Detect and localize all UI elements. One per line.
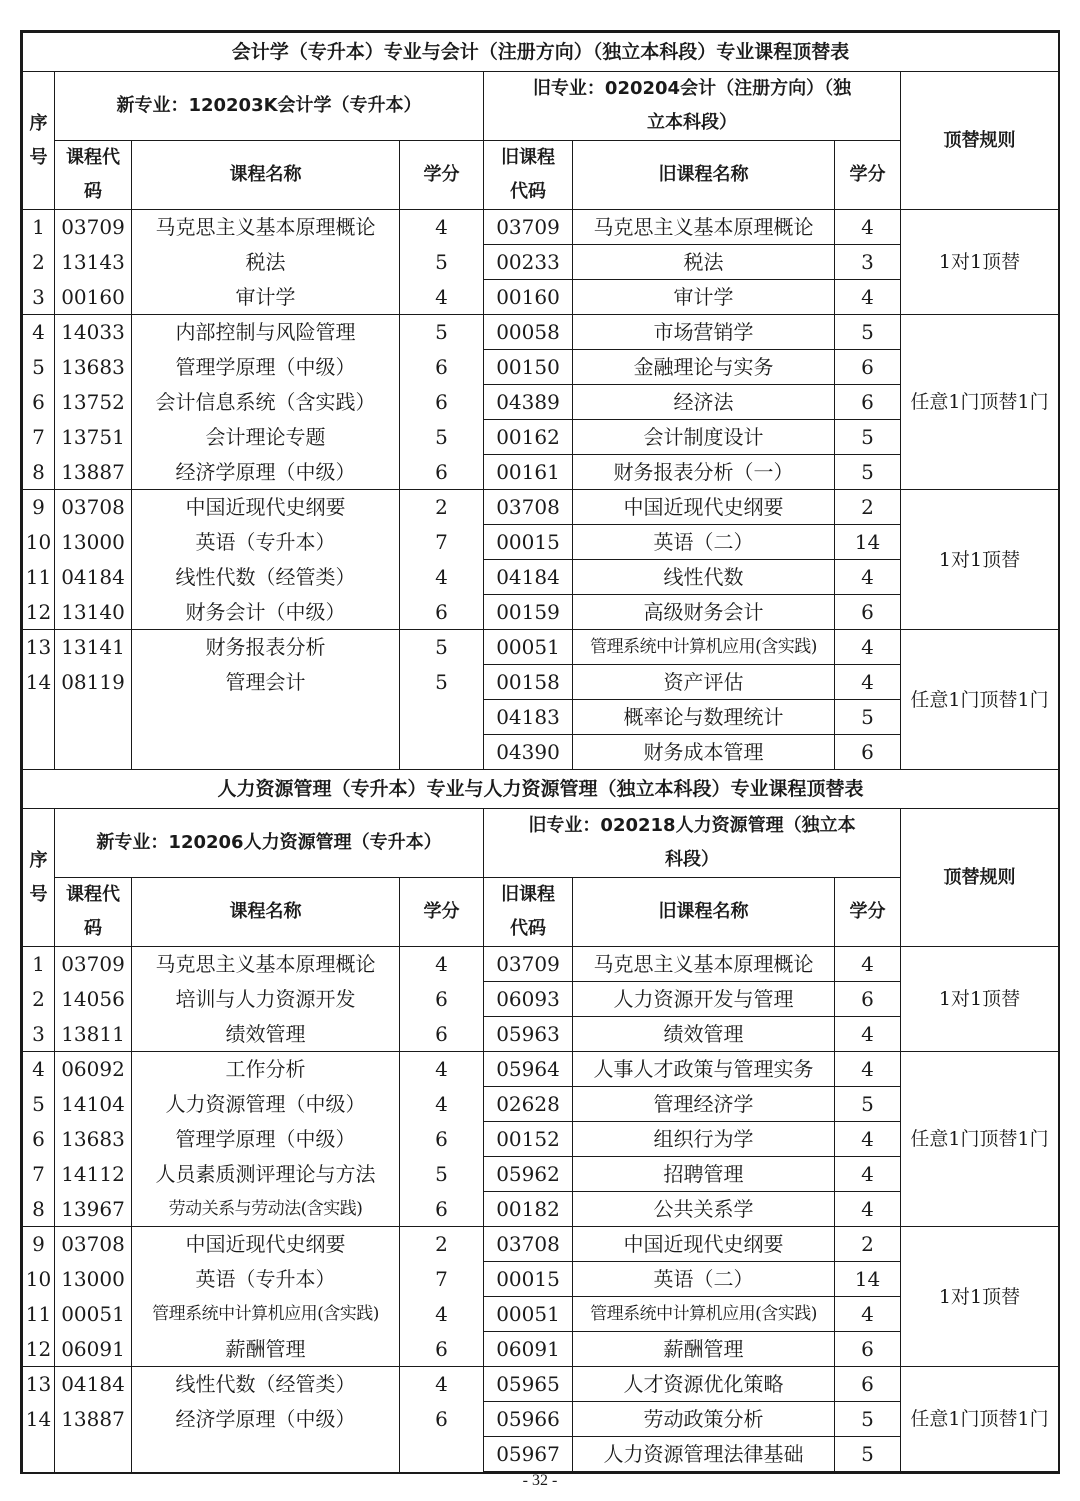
old-credit-cell: 4	[835, 665, 901, 700]
page-number: - 32 -	[522, 1472, 558, 1489]
old-course-code-cell: 03708	[484, 1227, 573, 1262]
credit-cell: 6	[400, 595, 484, 630]
credit-cell: 5	[400, 245, 484, 280]
old-credit-cell: 4	[835, 1052, 901, 1087]
old-credit-cell: 4	[835, 1122, 901, 1157]
old-course-name-cell: 线性代数	[573, 560, 835, 595]
course-code-cell: 06091	[55, 1332, 132, 1367]
old-credit-cell: 5	[835, 700, 901, 735]
course-name-cell: 中国近现代史纲要	[132, 490, 400, 525]
old-course-code-cell: 04184	[484, 560, 573, 595]
course-name-cell: 审计学	[132, 280, 400, 315]
major-header-row	[23, 72, 1059, 141]
old-credit-cell: 5	[835, 1087, 901, 1122]
old-course-name-cell: 审计学	[573, 280, 835, 315]
course-code-cell: 14033	[55, 315, 132, 350]
course-name-cell: 内部控制与风险管理	[132, 315, 400, 350]
old-course-name-cell: 招聘管理	[573, 1157, 835, 1192]
course-code-cell: 13683	[55, 1122, 132, 1157]
table-row	[23, 630, 1059, 665]
course-name-cell: 马克思主义基本原理概论	[132, 947, 400, 982]
old-course-name-cell: 中国近现代史纲要	[573, 1227, 835, 1262]
table-row	[23, 1227, 1059, 1262]
seq-cell: 14	[23, 1402, 55, 1472]
seq-cell: 7	[23, 420, 55, 455]
table-title-row	[23, 33, 1059, 72]
old-course-code-cell: 06091	[484, 1332, 573, 1367]
seq-cell: 11	[23, 560, 55, 595]
credit-cell: 4	[400, 1367, 484, 1402]
course-code-cell: 14104	[55, 1087, 132, 1122]
substitution-rule-cell: 任意1门顶替1门	[901, 1367, 1059, 1472]
old-course-code-cell: 04389	[484, 385, 573, 420]
old-course-code-cell: 00160	[484, 280, 573, 315]
table-row	[23, 210, 1059, 245]
credit-cell: 6	[400, 1402, 484, 1472]
old-course-name-cell: 资产评估	[573, 665, 835, 700]
credit-cell: 4	[400, 1297, 484, 1332]
old-course-code-cell: 00058	[484, 315, 573, 350]
course-code-cell: 03708	[55, 490, 132, 525]
old-course-code-cell: 05965	[484, 1367, 573, 1402]
old-credit-cell: 6	[835, 1332, 901, 1367]
credit-cell: 6	[400, 1122, 484, 1157]
course-code-cell: 03708	[55, 1227, 132, 1262]
course-code-cell: 03709	[55, 947, 132, 982]
old-credit-cell: 14	[835, 1262, 901, 1297]
course-code-cell: 03709	[55, 210, 132, 245]
seq-cell: 13	[23, 1367, 55, 1402]
old-course-name-cell: 绩效管理	[573, 1017, 835, 1052]
old-credit-cell: 4	[835, 1192, 901, 1227]
old-credit-header: 学分	[835, 141, 901, 210]
course-name-cell: 人力资源管理（中级）	[132, 1087, 400, 1122]
old-credit-cell: 4	[835, 1157, 901, 1192]
old-major-header: 旧专业：020204会计（注册方向）（独立本科段）	[484, 72, 901, 141]
credit-cell: 6	[400, 455, 484, 490]
seq-cell: 9	[23, 490, 55, 525]
credit-cell: 5	[400, 1157, 484, 1192]
seq-cell: 2	[23, 982, 55, 1017]
old-credit-cell: 4	[835, 1017, 901, 1052]
credit-cell: 4	[400, 560, 484, 595]
old-course-code-cell: 00051	[484, 630, 573, 665]
old-course-name-cell: 经济法	[573, 385, 835, 420]
course-code-header: 课程代码	[55, 141, 132, 210]
course-code-cell: 04184	[55, 560, 132, 595]
old-credit-cell: 6	[835, 595, 901, 630]
seq-cell: 5	[23, 350, 55, 385]
old-course-name-cell: 薪酬管理	[573, 1332, 835, 1367]
old-course-code-cell: 00015	[484, 525, 573, 560]
old-credit-cell: 6	[835, 385, 901, 420]
course-name-cell: 经济学原理（中级）	[132, 1402, 400, 1472]
seq-cell: 6	[23, 385, 55, 420]
course-code-cell: 13683	[55, 350, 132, 385]
course-code-cell: 13751	[55, 420, 132, 455]
new-major-header: 新专业：120203K会计学（专升本）	[55, 72, 484, 141]
old-course-code-cell: 03708	[484, 490, 573, 525]
seq-cell: 3	[23, 1017, 55, 1052]
old-credit-cell: 5	[835, 315, 901, 350]
course-name-cell: 财务报表分析	[132, 630, 400, 665]
course-name-header: 课程名称	[132, 141, 400, 210]
old-course-name-cell: 英语（二）	[573, 1262, 835, 1297]
old-course-code-cell: 02628	[484, 1087, 573, 1122]
course-code-cell: 13141	[55, 630, 132, 665]
course-code-cell: 13967	[55, 1192, 132, 1227]
seq-cell: 5	[23, 1087, 55, 1122]
old-credit-cell: 2	[835, 1227, 901, 1262]
seq-cell: 8	[23, 1192, 55, 1227]
old-course-name-cell: 中国近现代史纲要	[573, 490, 835, 525]
course-name-cell: 绩效管理	[132, 1017, 400, 1052]
course-code-cell: 13000	[55, 1262, 132, 1297]
old-course-code-cell: 00161	[484, 455, 573, 490]
course-name-cell: 英语（专升本）	[132, 1262, 400, 1297]
credit-cell: 4	[400, 947, 484, 982]
course-name-cell: 会计信息系统（含实践）	[132, 385, 400, 420]
substitution-rule-cell: 1对1顶替	[901, 1227, 1059, 1367]
seq-cell: 13	[23, 630, 55, 665]
course-name-header: 课程名称	[132, 878, 400, 947]
old-course-code-cell: 05966	[484, 1402, 573, 1437]
table-row	[23, 315, 1059, 350]
credit-cell: 2	[400, 490, 484, 525]
old-course-name-cell: 人力资源管理法律基础	[573, 1437, 835, 1472]
old-course-name-cell: 高级财务会计	[573, 595, 835, 630]
old-credit-cell: 14	[835, 525, 901, 560]
course-code-cell: 14112	[55, 1157, 132, 1192]
course-code-cell: 08119	[55, 665, 132, 770]
seq-cell: 4	[23, 315, 55, 350]
old-course-code-cell: 03709	[484, 947, 573, 982]
old-credit-cell: 3	[835, 245, 901, 280]
substitution-rule-cell: 任意1门顶替1门	[901, 630, 1059, 770]
old-credit-cell: 6	[835, 350, 901, 385]
table-row	[23, 1367, 1059, 1402]
old-course-code-header: 旧课程代码	[484, 141, 573, 210]
credit-cell: 6	[400, 1192, 484, 1227]
credit-cell: 2	[400, 1227, 484, 1262]
old-course-code-cell: 00182	[484, 1192, 573, 1227]
credit-cell: 6	[400, 1017, 484, 1052]
old-course-name-cell: 英语（二）	[573, 525, 835, 560]
old-course-code-cell: 05963	[484, 1017, 573, 1052]
course-code-cell: 14056	[55, 982, 132, 1017]
credit-cell: 6	[400, 982, 484, 1017]
course-code-cell: 06092	[55, 1052, 132, 1087]
old-course-name-header: 旧课程名称	[573, 878, 835, 947]
old-course-code-cell: 03709	[484, 210, 573, 245]
seq-cell: 4	[23, 1052, 55, 1087]
old-course-name-cell: 组织行为学	[573, 1122, 835, 1157]
old-course-code-cell: 00158	[484, 665, 573, 700]
credit-cell: 4	[400, 210, 484, 245]
course-name-cell: 劳动关系与劳动法(含实践)	[132, 1192, 400, 1227]
seq-cell: 2	[23, 245, 55, 280]
table-row	[23, 947, 1059, 982]
seq-cell: 8	[23, 455, 55, 490]
old-course-name-cell: 公共关系学	[573, 1192, 835, 1227]
old-credit-cell: 4	[835, 560, 901, 595]
old-course-name-cell: 会计制度设计	[573, 420, 835, 455]
old-credit-cell: 4	[835, 947, 901, 982]
course-code-cell: 13752	[55, 385, 132, 420]
credit-cell: 7	[400, 525, 484, 560]
course-name-cell: 马克思主义基本原理概论	[132, 210, 400, 245]
credit-cell: 4	[400, 280, 484, 315]
course-name-cell: 培训与人力资源开发	[132, 982, 400, 1017]
old-course-name-cell: 管理系统中计算机应用(含实践)	[573, 630, 835, 665]
course-code-cell: 04184	[55, 1367, 132, 1402]
seq-cell: 1	[23, 210, 55, 245]
course-name-cell: 工作分析	[132, 1052, 400, 1087]
seq-cell: 10	[23, 525, 55, 560]
substitution-sheet	[22, 32, 1059, 1472]
old-course-code-cell: 05962	[484, 1157, 573, 1192]
old-credit-cell: 4	[835, 630, 901, 665]
course-name-cell: 税法	[132, 245, 400, 280]
old-course-name-cell: 财务成本管理	[573, 735, 835, 770]
old-course-code-cell: 06093	[484, 982, 573, 1017]
course-name-cell: 管理学原理（中级）	[132, 1122, 400, 1157]
old-course-name-cell: 市场营销学	[573, 315, 835, 350]
credit-cell: 5	[400, 665, 484, 770]
course-code-cell: 13887	[55, 455, 132, 490]
seq-cell: 10	[23, 1262, 55, 1297]
course-code-cell: 13000	[55, 525, 132, 560]
table-title-row	[23, 770, 1059, 809]
old-course-name-header: 旧课程名称	[573, 141, 835, 210]
rule-header: 顶替规则	[901, 72, 1059, 210]
course-code-cell: 13140	[55, 595, 132, 630]
old-course-code-cell: 05964	[484, 1052, 573, 1087]
old-credit-cell: 5	[835, 420, 901, 455]
substitution-rule-cell: 任意1门顶替1门	[901, 315, 1059, 490]
credit-header: 学分	[400, 878, 484, 947]
course-name-cell: 人员素质测评理论与方法	[132, 1157, 400, 1192]
course-name-cell: 薪酬管理	[132, 1332, 400, 1367]
new-major-header: 新专业：120206人力资源管理（专升本）	[55, 809, 484, 878]
credit-cell: 6	[400, 385, 484, 420]
seq-header: 序号	[23, 809, 55, 947]
old-credit-cell: 5	[835, 455, 901, 490]
credit-cell: 4	[400, 1087, 484, 1122]
old-credit-cell: 6	[835, 1367, 901, 1402]
old-credit-cell: 6	[835, 982, 901, 1017]
old-course-code-cell: 04390	[484, 735, 573, 770]
seq-cell: 14	[23, 665, 55, 770]
substitution-rule-cell: 任意1门顶替1门	[901, 1052, 1059, 1227]
seq-cell: 3	[23, 280, 55, 315]
old-course-name-cell: 金融理论与实务	[573, 350, 835, 385]
credit-cell: 5	[400, 420, 484, 455]
old-course-code-cell: 00152	[484, 1122, 573, 1157]
credit-cell: 6	[400, 350, 484, 385]
seq-cell: 11	[23, 1297, 55, 1332]
course-code-cell: 13811	[55, 1017, 132, 1052]
credit-cell: 4	[400, 1052, 484, 1087]
old-course-name-cell: 劳动政策分析	[573, 1402, 835, 1437]
seq-cell: 9	[23, 1227, 55, 1262]
old-course-code-cell: 00159	[484, 595, 573, 630]
credit-cell: 7	[400, 1262, 484, 1297]
old-credit-cell: 4	[835, 280, 901, 315]
course-name-cell: 管理学原理（中级）	[132, 350, 400, 385]
old-credit-cell: 2	[835, 490, 901, 525]
credit-cell: 6	[400, 1332, 484, 1367]
course-name-cell: 管理系统中计算机应用(含实践)	[132, 1297, 400, 1332]
table-row	[23, 1052, 1059, 1087]
substitution-rule-cell: 1对1顶替	[901, 490, 1059, 630]
old-course-code-cell: 00150	[484, 350, 573, 385]
table-row	[23, 490, 1059, 525]
course-name-cell: 线性代数（经管类）	[132, 1367, 400, 1402]
old-credit-cell: 4	[835, 1297, 901, 1332]
old-credit-cell: 5	[835, 1437, 901, 1472]
old-credit-cell: 5	[835, 1402, 901, 1437]
old-course-name-cell: 人力资源开发与管理	[573, 982, 835, 1017]
course-name-cell: 英语（专升本）	[132, 525, 400, 560]
old-credit-header: 学分	[835, 878, 901, 947]
old-course-name-cell: 概率论与数理统计	[573, 700, 835, 735]
old-course-name-cell: 人才资源优化策略	[573, 1367, 835, 1402]
seq-cell: 1	[23, 947, 55, 982]
course-code-header: 课程代码	[55, 878, 132, 947]
old-course-name-cell: 管理经济学	[573, 1087, 835, 1122]
rule-header: 顶替规则	[901, 809, 1059, 947]
old-course-name-cell: 马克思主义基本原理概论	[573, 210, 835, 245]
old-course-name-cell: 财务报表分析（一）	[573, 455, 835, 490]
old-course-name-cell: 管理系统中计算机应用(含实践)	[573, 1297, 835, 1332]
major-header-row	[23, 809, 1059, 878]
old-course-code-cell: 00162	[484, 420, 573, 455]
seq-cell: 12	[23, 595, 55, 630]
old-course-code-cell: 04183	[484, 700, 573, 735]
credit-header: 学分	[400, 141, 484, 210]
old-course-code-header: 旧课程代码	[484, 878, 573, 947]
old-credit-cell: 4	[835, 210, 901, 245]
course-name-cell: 会计理论专题	[132, 420, 400, 455]
seq-header: 序号	[23, 72, 55, 210]
substitution-rule-cell: 1对1顶替	[901, 210, 1059, 315]
course-name-cell: 财务会计（中级）	[132, 595, 400, 630]
course-code-cell: 13143	[55, 245, 132, 280]
course-name-cell: 线性代数（经管类）	[132, 560, 400, 595]
substitution-rule-cell: 1对1顶替	[901, 947, 1059, 1052]
seq-cell: 7	[23, 1157, 55, 1192]
course-name-cell: 经济学原理（中级）	[132, 455, 400, 490]
old-credit-cell: 6	[835, 735, 901, 770]
old-course-name-cell: 税法	[573, 245, 835, 280]
document-page	[20, 30, 1060, 1474]
seq-cell: 12	[23, 1332, 55, 1367]
table-title: 人力资源管理（专升本）专业与人力资源管理（独立本科段）专业课程顶替表	[23, 770, 1059, 809]
old-course-name-cell: 人事人才政策与管理实务	[573, 1052, 835, 1087]
old-course-code-cell: 00233	[484, 245, 573, 280]
course-code-cell: 00160	[55, 280, 132, 315]
old-course-code-cell: 00015	[484, 1262, 573, 1297]
old-course-name-cell: 马克思主义基本原理概论	[573, 947, 835, 982]
course-code-cell: 00051	[55, 1297, 132, 1332]
old-course-code-cell: 00051	[484, 1297, 573, 1332]
credit-cell: 5	[400, 630, 484, 665]
credit-cell: 5	[400, 315, 484, 350]
seq-cell: 6	[23, 1122, 55, 1157]
old-major-header: 旧专业：020218人力资源管理（独立本科段）	[484, 809, 901, 878]
table-title: 会计学（专升本）专业与会计（注册方向）（独立本科段）专业课程顶替表	[23, 33, 1059, 72]
old-course-code-cell: 05967	[484, 1437, 573, 1472]
course-name-cell: 中国近现代史纲要	[132, 1227, 400, 1262]
course-name-cell: 管理会计	[132, 665, 400, 770]
course-code-cell: 13887	[55, 1402, 132, 1472]
